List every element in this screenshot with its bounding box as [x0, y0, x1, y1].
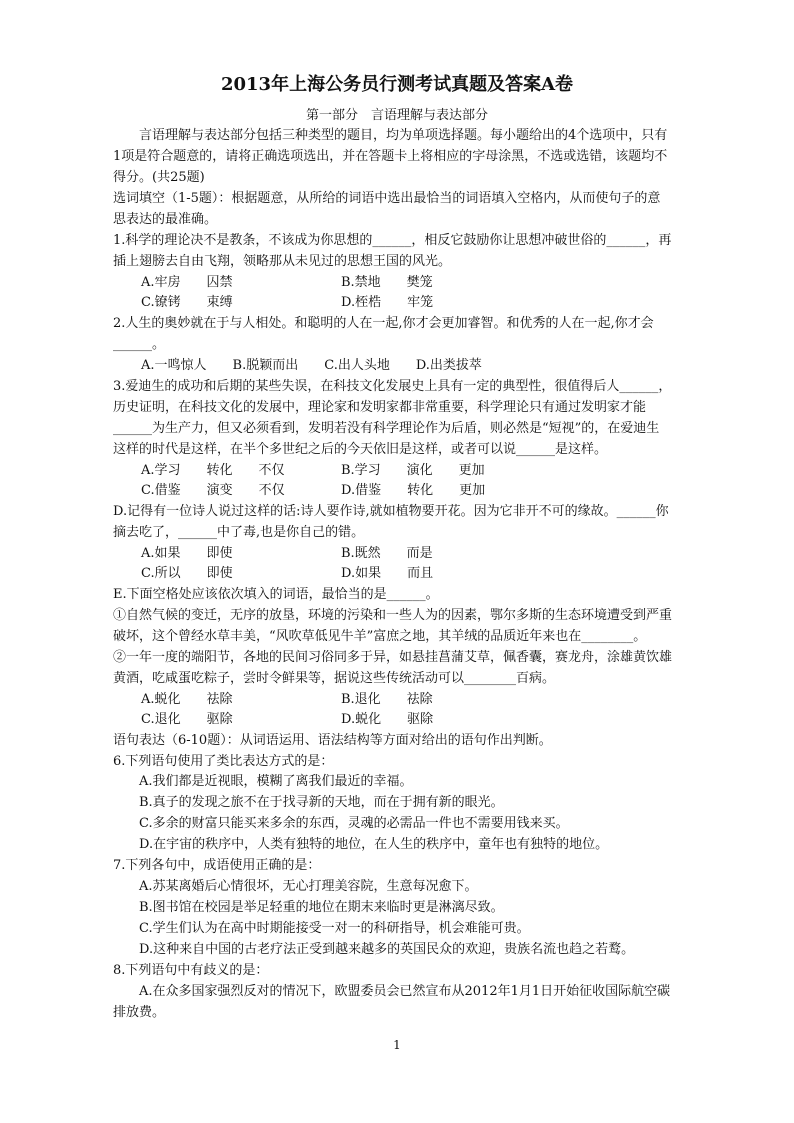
question-3-text: 历史证明，在科技文化的发展中，理论家和发明家都非常重要，科学理论只有通过发明家才能 — [113, 400, 647, 415]
option-q5-c: C.退化 驱除 — [141, 712, 233, 727]
option-q3-d: D.借鉴 转化 更加 — [341, 483, 486, 498]
question-4-text: D.记得有一位诗人说过这样的话:诗人要作诗,就如植物要开花。因为它非开不可的缘故。______你 — [113, 504, 669, 519]
question-7-text: 7.下列各句中，成语使用正确的是： — [113, 858, 321, 873]
question-4-text: 摘去吃了，______中了毒,也是你自己的错。 — [113, 525, 365, 540]
option-q3-b: B.学习 演化 更加 — [341, 463, 485, 478]
page-title: 2013年上海公务员行测考试真题及答案A卷 — [220, 74, 574, 95]
question-8-text: 8.下列语句中有歧义的是： — [113, 963, 269, 978]
page-number: 1 — [393, 1038, 401, 1052]
question-5-text: E.下面空格处应该依次填入的词语，最恰当的是______。 — [113, 587, 439, 602]
question-1-text: 插上翅膀去自由飞翔，领略那从未见过的思想王国的风光。 — [113, 254, 452, 269]
question-6-option: D.在宇宙的秩序中，人类有独特的地位，在人生的秩序中，童年也有独特的地位。 — [113, 837, 609, 852]
question-6-option: A.我们都是近视眼，模糊了离我们最近的幸福。 — [113, 774, 413, 789]
section-title: 第一部分 言语理解与表达部分 — [305, 108, 488, 123]
question-5-text: ①自然气候的变迁，无序的放垦，环境的污染和一些人为的因素，鄂尔多斯的生态环境遭受到严重 — [113, 608, 673, 623]
question-3-text: ______为生产力，但又必须看到，发明若没有科学理论作为后盾，则必然是“短视”的，在爱迪生 — [113, 421, 660, 436]
question-8-option: A.在众多国家强烈反对的情况下，欧盟委员会已然宣布从2012年1月1日开始征收国际航空碳 — [113, 984, 671, 999]
option-q4-a: A.如果 即使 — [141, 546, 233, 561]
question-5-text: 破坏，这个曾经水草丰美，“风吹草低见牛羊”富庶之地，其羊绒的品质近年来也在________。 — [113, 629, 647, 644]
option-q5-a: A.蜕化 祛除 — [141, 692, 233, 707]
option-q1-c: C.镣铐 束缚 — [141, 295, 233, 310]
instruction-line: 选词填空（1-5题）：根据题意，从所给的词语中选出最恰当的词语填入空格内，从而使句子的意 — [113, 191, 661, 206]
option-q1-d: D.桎梏 牢笼 — [341, 295, 434, 310]
instruction-line: 思表达的最准确。 — [113, 212, 218, 227]
intro-line: 得分。(共25题) — [113, 170, 205, 185]
intro-line: 1项是符合题意的，请将正确选项选出，并在答题卡上将相应的字母涂黑，不选或选错，该题均不 — [113, 149, 668, 164]
question-7-option: A.苏某离婚后心情很坏，无心打理美容院，生意每况愈下。 — [113, 879, 478, 894]
option-q4-d: D.如果 而且 — [341, 566, 434, 581]
option-q2: A.一鸣惊人 B.脱颖而出 C.出人头地 D.出类拔萃 — [141, 358, 482, 373]
question-7-option: D.这种来自中国的古老疗法正受到越来越多的英国民众的欢迎，贵族名流也趋之若鹜。 — [113, 942, 635, 957]
instruction-line: 语句表达（6-10题）：从词语运用、语法结构等方面对给出的语句作出判断。 — [113, 733, 552, 748]
question-2-text: 2.人生的奥妙就在于与人相处。和聪明的人在一起,你才会更加睿智。和优秀的人在一起,你才会 — [113, 316, 654, 331]
question-6-text: 6.下列语句使用了类比表达方式的是： — [113, 754, 334, 769]
intro-line: 言语理解与表达部分包括三种类型的题目，均为单项选择题。每小题给出的4个选项中，只有 — [113, 128, 668, 143]
question-2-text: ______。 — [113, 337, 166, 352]
question-7-option: C.学生们认为在高中时期能接受一对一的科研指导，机会难能可贵。 — [113, 921, 530, 936]
question-5-text: ②一年一度的端阳节，各地的民间习俗同多于异，如悬挂菖蒲艾草，佩香囊，赛龙舟，涂雄黄饮雄 — [113, 650, 673, 665]
question-6-option: B.真子的发现之旅不在于找寻新的天地，而在于拥有新的眼光。 — [113, 795, 504, 810]
option-q1-b: B.禁地 樊笼 — [341, 275, 433, 290]
option-q5-d: D.蜕化 驱除 — [341, 712, 434, 727]
option-q3-c: C.借鉴 演变 不仅 — [141, 483, 285, 498]
option-q4-b: B.既然 而是 — [341, 546, 433, 561]
question-1-text: 1.科学的理论决不是教条，不该成为你思想的______，相反它鼓励你让思想冲破世俗的______，再 — [113, 233, 672, 248]
question-3-text: 这样的时代是这样，在半个多世纪之后的今天依旧是这样，或者可以说______是这样。 — [113, 442, 608, 457]
option-q3-a: A.学习 转化 不仅 — [141, 463, 285, 478]
question-7-option: B.图书馆在校园是举足轻重的地位在期末来临时更是淋漓尽致。 — [113, 900, 504, 915]
question-6-option: C.多余的财富只能买来多余的东西，灵魂的必需品一件也不需要用钱来买。 — [113, 816, 569, 831]
option-q4-c: C.所以 即使 — [141, 566, 233, 581]
question-3-text: 3.爱迪生的成功和后期的某些失误，在科技文化发展史上具有一定的典型性，很值得后人______， — [113, 379, 672, 394]
option-q1-a: A.牢房 囚禁 — [141, 275, 233, 290]
option-q5-b: B.退化 祛除 — [341, 692, 433, 707]
question-5-text: 黄酒，吃咸蛋吃粽子，尝时令鲜果等，据说这些传统活动可以________百病。 — [113, 671, 556, 686]
question-8-option: 排放费。 — [113, 1005, 166, 1020]
